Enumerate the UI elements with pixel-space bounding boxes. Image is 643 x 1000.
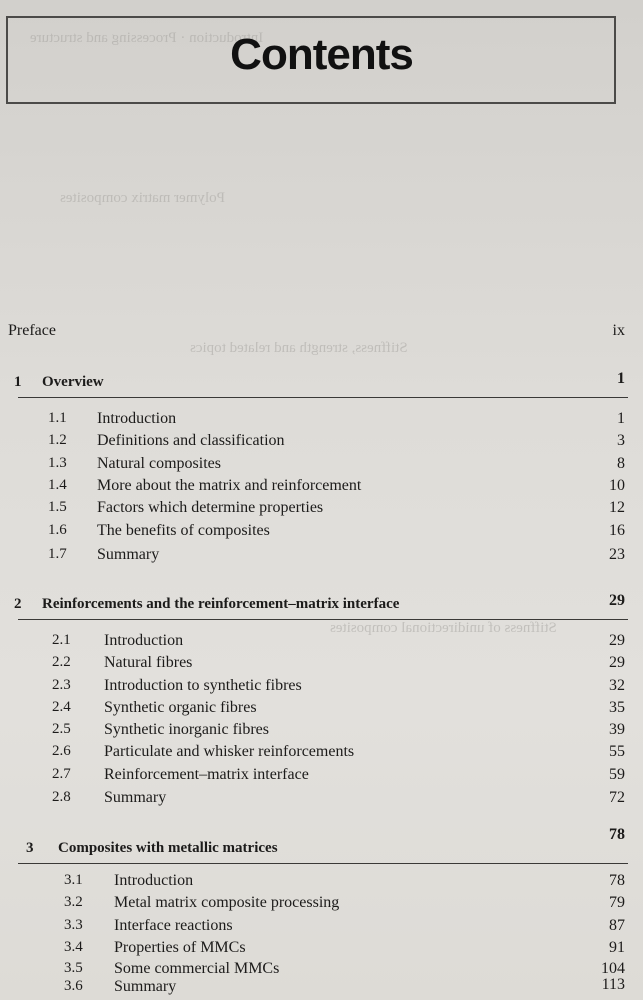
section-number: 2.5 xyxy=(52,721,71,737)
section-title: More about the matrix and reinforcement xyxy=(97,477,362,494)
toc-entry xyxy=(0,872,643,894)
section-page: 10 xyxy=(609,477,625,494)
section-page: 39 xyxy=(609,721,625,738)
section-title: Synthetic inorganic fibres xyxy=(104,721,269,738)
section-number: 2.4 xyxy=(52,699,71,715)
section-number: 1.7 xyxy=(48,546,67,562)
section-page: 55 xyxy=(609,743,625,760)
preface-page: ix xyxy=(612,322,625,339)
chapter-page: 1 xyxy=(617,370,625,387)
toc-entry xyxy=(0,499,643,521)
section-title: Introduction xyxy=(104,632,184,649)
section-page: 16 xyxy=(609,522,625,539)
show-through-text: Introduction · Processing and structure xyxy=(30,30,264,46)
section-title: Introduction to synthetic fibres xyxy=(104,677,302,694)
section-title: Interface reactions xyxy=(114,917,233,934)
section-page: 32 xyxy=(609,677,625,694)
chapter-number: 1 xyxy=(14,374,22,390)
toc-entry xyxy=(0,766,643,788)
show-through-text: Polymer matrix composites xyxy=(60,190,225,206)
section-title: Summary xyxy=(104,789,167,806)
chapter-page: 29 xyxy=(609,592,625,609)
section-page: 113 xyxy=(601,976,625,993)
section-number: 3.2 xyxy=(64,894,83,910)
section-page: 1 xyxy=(617,410,625,427)
preface-entry xyxy=(0,322,643,344)
section-page: 35 xyxy=(609,699,625,716)
chapter-rule xyxy=(18,863,628,864)
toc-entry xyxy=(0,721,643,743)
section-title: Properties of MMCs xyxy=(114,939,246,956)
section-number: 2.6 xyxy=(52,743,71,759)
chapter-title: Composites with metallic matrices xyxy=(58,840,278,856)
section-page: 23 xyxy=(609,546,625,563)
section-number: 1.5 xyxy=(48,499,67,515)
chapter-rule xyxy=(18,619,628,620)
section-number: 2.3 xyxy=(52,677,71,693)
chapter-1-heading xyxy=(0,370,643,392)
toc-entry xyxy=(0,789,643,811)
toc-entry xyxy=(0,654,643,676)
chapter-2-heading xyxy=(0,592,643,614)
toc-entry xyxy=(0,546,643,568)
section-title: Natural fibres xyxy=(104,654,193,671)
section-number: 3.5 xyxy=(64,960,83,976)
section-title: Definitions and classification xyxy=(97,432,285,449)
toc-entry xyxy=(0,522,643,544)
section-title: Factors which determine properties xyxy=(97,499,324,516)
toc-entry xyxy=(0,677,643,699)
preface-label: Preface xyxy=(8,322,56,339)
section-page: 91 xyxy=(609,939,625,956)
section-number: 2.1 xyxy=(52,632,71,648)
section-title: Summary xyxy=(114,978,177,995)
toc-entry xyxy=(0,632,643,654)
page-title: Contents xyxy=(230,30,413,79)
toc-entry xyxy=(0,978,643,1000)
section-page: 3 xyxy=(617,432,625,449)
section-number: 1.6 xyxy=(48,522,67,538)
toc-entry xyxy=(0,743,643,765)
section-title: Reinforcement–matrix interface xyxy=(104,766,309,783)
section-page: 59 xyxy=(609,766,625,783)
chapter-3-heading xyxy=(0,826,643,856)
section-title: Particulate and whisker reinforcements xyxy=(104,743,355,760)
section-title: Introduction xyxy=(114,872,194,889)
section-number: 2.7 xyxy=(52,766,71,782)
chapter-number: 2 xyxy=(14,596,22,612)
toc-entry xyxy=(0,894,643,916)
section-title: The benefits of composites xyxy=(97,522,270,539)
section-page: 72 xyxy=(609,789,625,806)
chapter-rule xyxy=(18,397,628,398)
chapter-title: Overview xyxy=(42,374,104,390)
chapter-page: 78 xyxy=(609,826,625,843)
section-title: Some commercial MMCs xyxy=(114,960,280,977)
show-through-text: Stiffness of unidirectional composites xyxy=(330,620,557,636)
section-number: 3.6 xyxy=(64,978,83,994)
toc-entry xyxy=(0,410,643,432)
section-number: 3.4 xyxy=(64,939,83,955)
section-page: 78 xyxy=(609,872,625,889)
section-title: Synthetic organic fibres xyxy=(104,699,257,716)
section-page: 79 xyxy=(609,894,625,911)
section-title: Introduction xyxy=(97,410,177,427)
show-through-text: Stiffness, strength and related topics xyxy=(190,340,408,356)
section-page: 87 xyxy=(609,917,625,934)
section-number: 2.2 xyxy=(52,654,71,670)
toc-entry xyxy=(0,455,643,477)
chapter-number: 3 xyxy=(26,840,34,856)
toc-entry xyxy=(0,917,643,939)
section-number: 1.2 xyxy=(48,432,67,448)
section-number: 1.1 xyxy=(48,410,67,426)
toc-entry xyxy=(0,939,643,961)
chapter-title: Reinforcements and the reinforcement–matrix interface xyxy=(42,596,400,612)
section-number: 1.4 xyxy=(48,477,67,493)
section-number: 3.1 xyxy=(64,872,83,888)
section-number: 3.3 xyxy=(64,917,83,933)
section-page: 104 xyxy=(601,960,625,977)
section-number: 2.8 xyxy=(52,789,71,805)
section-title: Summary xyxy=(97,546,160,563)
toc-entry xyxy=(0,699,643,721)
section-page: 8 xyxy=(617,455,625,472)
toc-entry xyxy=(0,477,643,499)
section-page: 29 xyxy=(609,632,625,649)
section-page: 29 xyxy=(609,654,625,671)
section-number: 1.3 xyxy=(48,455,67,471)
section-title: Metal matrix composite processing xyxy=(114,894,340,911)
section-title: Natural composites xyxy=(97,455,221,472)
section-page: 12 xyxy=(609,499,625,516)
toc-entry xyxy=(0,432,643,454)
